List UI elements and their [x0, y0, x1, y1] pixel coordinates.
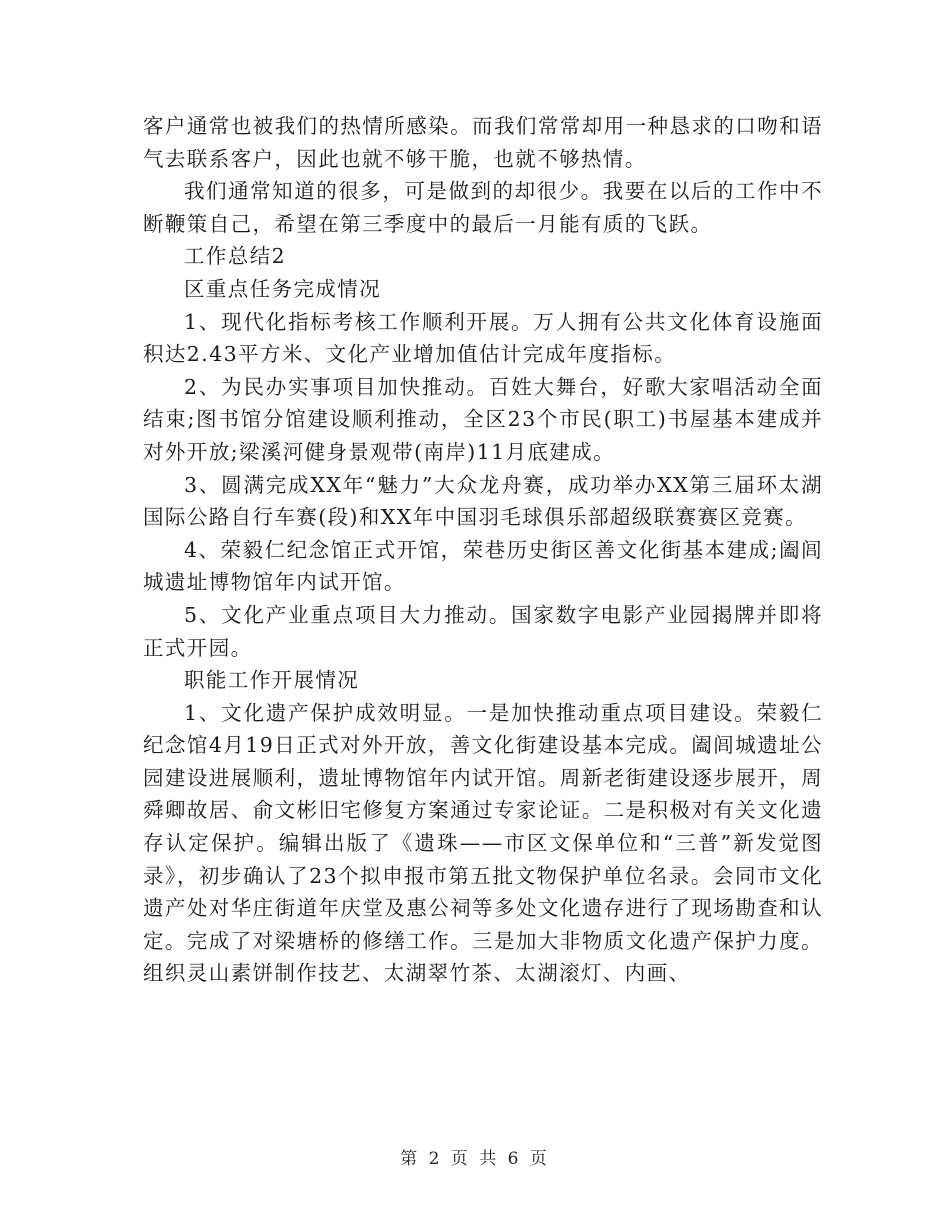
page-number-footer: 第 2 页 共 6 页: [400, 1149, 550, 1169]
paragraph-1: 客户通常也被我们的热情所感染。而我们常常却用一种恳求的口吻和语气去联系客户，因此也就不够干脆，也就不够热情。: [143, 114, 823, 171]
paragraph-item-3: 3、圆满完成XX年“魅力”大众龙舟赛，成功举办XX第三届环太湖国际公路自行车赛(段)和XX年中国羽毛球俱乐部超级联赛赛区竞赛。: [143, 472, 823, 530]
paragraph-2: 我们通常知道的很多，可是做到的却很少。我要在以后的工作中不断鞭策自己，希望在第三季度中的最后一月能有质的飞跃。: [143, 179, 823, 236]
paragraph-item-4: 4、荣毅仁纪念馆正式开馆，荣巷历史街区善文化街基本建成;阖闾城遗址博物馆年内试开馆。: [143, 537, 823, 595]
document-body: [143, 110, 823, 990]
section-heading-functional-work: 职能工作开展情况: [184, 668, 360, 693]
paragraph-cultural-heritage: 1、文化遗产保护成效明显。一是加快推动重点项目建设。荣毅仁纪念馆4月19日正式对外开放，善文化街建设基本完成。阖闾城遗址公园建设进展顺利，遗址博物馆年内试开馆。周新老街建设逐步展开，周舜卿故居、俞文彬旧宅修复方案通过专家论证。二是积极对有关文化遗存认定保护。编辑出版了《遗珠——市区文保单位和“三普”新发觉图录》，初步确认了23个拟申报市第五批文物保护单位名录。会同市文化遗产处对华庄街道年庆堂及惠公祠等多处文化遗存进行了现场勘查和认定。完成了对梁塘桥的修缮工作。三是加大非物质文化遗产保护力度。组织灵山素饼制作技艺、太湖翠竹茶、太湖滚灯、内画、: [143, 700, 823, 986]
section-heading-key-tasks: 区重点任务完成情况: [184, 276, 382, 301]
section-heading-work-summary: 工作总结2: [184, 244, 287, 269]
paragraph-item-5: 5、文化产业重点项目大力推动。国家数字电影产业园揭牌并即将正式开园。: [143, 602, 823, 660]
paragraph-item-1: 1、现代化指标考核工作顺利开展。万人拥有公共文化体育设施面积达2.43平方米、文化产业增加值估计完成年度指标。: [143, 309, 823, 367]
paragraph-item-2: 2、为民办实事项目加快推动。百姓大舞台，好歌大家唱活动全面结束;图书馆分馆建设顺利推动，全区23个市民(职工)书屋基本建成并对外开放;梁溪河健身景观带(南岸)11月底建成。: [143, 374, 823, 464]
